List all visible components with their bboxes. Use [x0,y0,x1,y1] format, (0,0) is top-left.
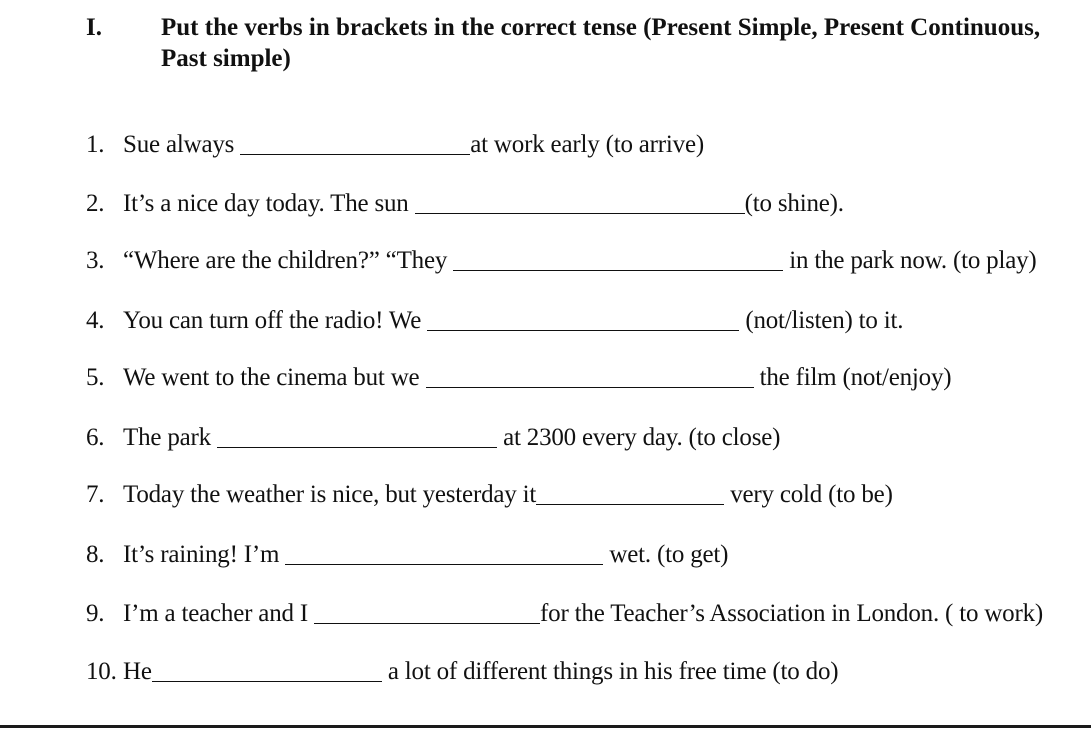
answer-blank[interactable] [426,365,754,388]
answer-blank[interactable] [285,542,603,565]
sentence-start: It’s raining! I’m [123,541,280,568]
sentence-end: very cold (to be) [730,481,893,508]
exercise-item [86,306,903,336]
answer-blank[interactable] [536,482,724,505]
item-number: 8. [86,541,105,568]
sentence-start: It’s a nice day today. The sun [123,190,409,217]
item-number: 10. [86,658,117,685]
sentence-end: the film (not/enjoy) [759,364,952,391]
sentence-end: for the Teacher’s Association in London. ( to work) [540,600,1044,627]
item-number: 6. [86,424,105,451]
bottom-divider [0,725,1091,728]
item-number: 5. [86,364,105,391]
item-number: 2. [86,190,105,217]
answer-blank[interactable] [427,308,739,331]
answer-blank[interactable] [240,132,470,155]
exercise-item [86,189,844,219]
answer-blank[interactable] [415,191,745,214]
exercise-item [86,599,1043,629]
exercise-item [86,657,838,687]
answer-blank[interactable] [217,425,497,448]
sentence-end: (not/listen) to it. [745,307,904,334]
exercise-item [86,246,1037,276]
sentence-start: You can turn off the radio! We [123,307,422,334]
exercise-item [86,423,780,453]
sentence-start: Today the weather is nice, but yesterday it [123,481,537,508]
sentence-start: “Where are the children?” “They [123,247,448,274]
instruction-text: Put the verbs in brackets in the correct tense (Present Simple, Present Continuous, Past simple) [161,14,1041,72]
sentence-start: He [123,658,152,685]
section-number: I. [86,14,102,41]
answer-blank[interactable] [453,248,783,271]
item-number: 7. [86,481,105,508]
sentence-start: The park [123,424,211,451]
exercise-item [86,480,893,510]
item-number: 4. [86,307,105,334]
sentence-start: We went to the cinema but we [123,364,420,391]
item-number: 9. [86,600,105,627]
sentence-start: I’m a teacher and I [123,600,308,627]
exercise-item [86,363,951,393]
exercise-item [86,130,704,160]
item-number: 1. [86,131,105,158]
sentence-end: at work early (to arrive) [470,131,705,158]
answer-blank[interactable] [152,659,382,682]
answer-blank[interactable] [314,601,540,624]
sentence-end: (to shine). [744,190,844,217]
sentence-end: in the park now. (to play) [789,247,1037,274]
sentence-end: a lot of different things in his free time (to do) [387,658,839,685]
item-number: 3. [86,247,105,274]
sentence-end: wet. (to get) [609,541,729,568]
sentence-start: Sue always [123,131,235,158]
sentence-end: at 2300 every day. (to close) [503,424,781,451]
exercise-item [86,540,728,570]
